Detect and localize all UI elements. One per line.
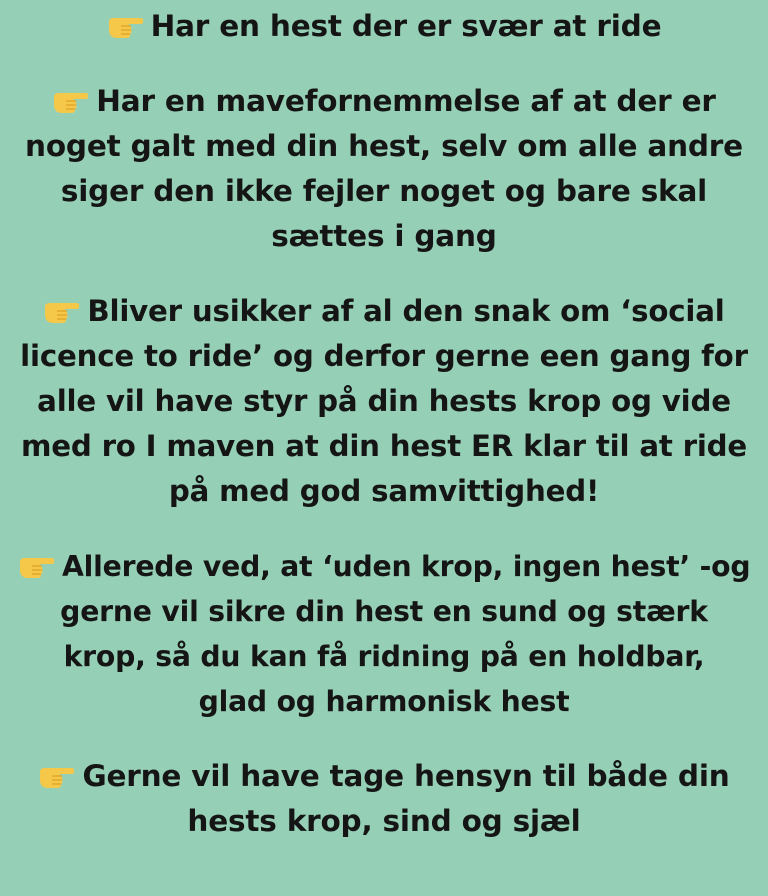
- bullet-item: [18, 79, 750, 259]
- bullet-line: siger den ikke fejler noget og bare skal: [60, 174, 708, 208]
- pointing-hand-icon: [38, 762, 76, 790]
- bullet-line: sættes i gang: [271, 219, 497, 253]
- bullet-item: [18, 289, 750, 514]
- bullet-item: [18, 754, 750, 844]
- bullet-line: [18, 754, 750, 799]
- bullet-line: [18, 4, 750, 49]
- bullet-text: Har en hest der er svær at ride: [150, 9, 662, 43]
- pointing-hand-icon: [43, 297, 81, 325]
- bullet-text: Allerede ved, at ‘uden krop, ingen hest’ -og: [62, 550, 751, 583]
- bullet-text: Gerne vil have tage hensyn til både din: [82, 759, 730, 793]
- bullet-line: [18, 289, 750, 334]
- bullet-item: [18, 4, 750, 49]
- pointing-hand-icon: [107, 12, 145, 40]
- bullet-list: [18, 4, 750, 844]
- bullet-line: [18, 79, 750, 124]
- bullet-text: Bliver usikker af al den snak om ‘social: [87, 294, 725, 328]
- pointing-hand-icon: [18, 552, 56, 580]
- bullet-line: krop, så du kan få ridning på en holdbar,: [63, 640, 705, 673]
- bullet-line: med ro I maven at din hest ER klar til at ride: [20, 429, 748, 463]
- bullet-item: [18, 544, 750, 724]
- bullet-line: hests krop, sind og sjæl: [187, 804, 581, 838]
- bullet-line: [18, 544, 750, 589]
- pointing-hand-icon: [52, 87, 90, 115]
- bullet-line: noget galt med din hest, selv om alle andre: [25, 129, 743, 163]
- bullet-line: gerne vil sikre din hest en sund og stærk: [60, 595, 708, 628]
- bullet-text: Har en mavefornemmelse af at der er: [96, 84, 716, 118]
- bullet-line: alle vil have styr på din hests krop og vide: [37, 384, 731, 418]
- bullet-line: glad og harmonisk hest: [198, 685, 570, 718]
- bullet-line: på med god samvittighed!: [168, 474, 600, 508]
- bullet-line: licence to ride’ og derfor gerne een gang for: [20, 339, 748, 373]
